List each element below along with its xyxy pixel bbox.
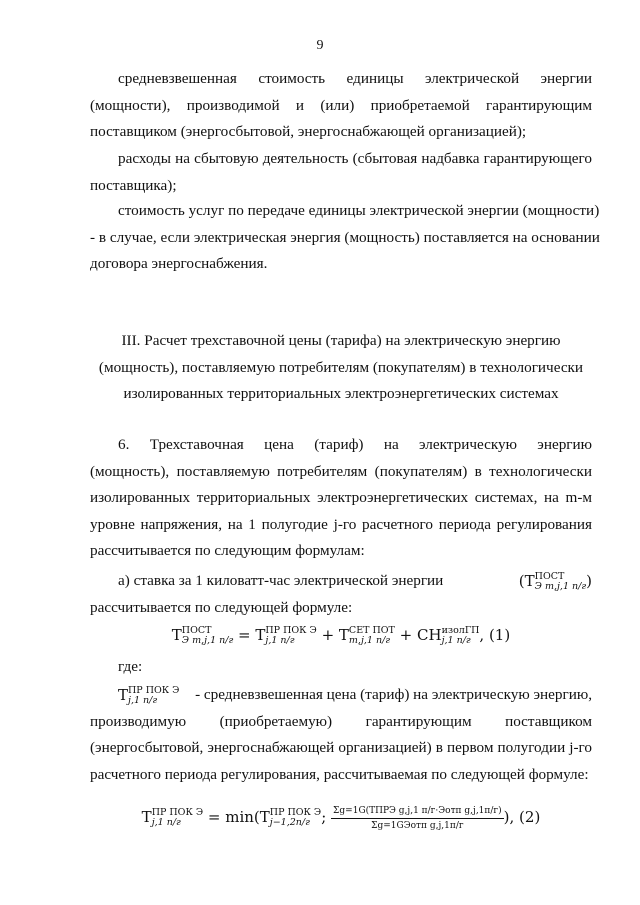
heading-line: (мощность), поставляемую потребителям (покупателям) в технологически [98,358,584,376]
text-line: средневзвешенная стоимость единицы электрической энергии [118,70,592,87]
fraction: $\frac{\text{Σg=1G(ТПРЭ g,j,1 п/г·Эотп g,j,1п/г)}}{\text{Σg=1GЭотп g,j,1п/г}}$ [333,805,502,831]
text-line: рассчитывается по следующей формуле: [90,598,353,616]
paragraph-6 [90,432,592,565]
text-line: рассчитывается по следующим формулам: [90,542,365,559]
text-line: поставщиком (энергосбытовой, энергоснабжающей организацией); [90,123,527,140]
text-line: уровне напряжения, на 1 полугодие j-го расчетного периода регулирования [90,515,592,533]
item-a-symbol: (Т ПОСТ Э m,j,1 п/г ) [518,571,592,592]
formula-1: Т ПОСТ Э m,j,1 п/г = Т ПР ПОК Э j,1 п/г + Т СЕТ ПОТ m,j,1 п/г + СН изолГП j,1 п/г , (1) [171,625,511,646]
text-line: договора энергоснабжения. [90,255,268,272]
text-line: расчетного периода регулирования, рассчитываемая по следующей формуле: [90,765,589,783]
heading-line: изолированных территориальных электроэнергетических системах [123,385,559,402]
definition-text: - средневзвешенная цена (тариф) на электрическую энергию, [195,686,592,703]
definition-symbol: Т ПР ПОК Э j,1 п/г [118,685,180,706]
paragraph-1 [90,66,592,146]
page-number: 9 [316,38,324,53]
paragraph-3 [90,198,600,278]
item-a [90,568,592,621]
formula-2: Т ПР ПОК Э j,1 п/г = min(Т ПР ПОК Э j−1,2п/г ; $\frac{\text{Σg=1G(ТПРЭ g,j,1 п/г·Эотп g,j,1п/г)}}{\text{Σg=1GЭотп g,j,1п/г}}$ ), (2) [141,805,541,831]
text-line: (энергосбытовой, энергоснабжающей организацией) в первом полугодии j-го [90,739,592,756]
where-label: где: [118,658,143,675]
section-heading [90,328,592,408]
text-line: 6. Трехставочная цена (тариф) на электрическую энергию [118,436,592,453]
heading-line: III. Расчет трехставочной цены (тарифа) на электрическую энергию [121,332,561,349]
text-line: поставщика); [90,176,177,194]
text-line: - в случае, если электрическая энергия (мощность) поставляется на основании [90,228,600,246]
text-line: (мощность), поставляемую потребителям (покупателям) в технологически [90,462,592,480]
text-line [90,568,592,595]
text-line: расходы на сбытовую деятельность (сбытовая надбавка гарантирующего [118,150,592,167]
item-a-text: а) ставка за 1 киловатт-час электрической энергии [118,572,444,589]
definition [90,682,592,788]
text-line [90,682,592,709]
text-line: изолированных территориальных электроэнергетических системах, на m-м [90,489,592,506]
paragraph-2 [90,146,592,199]
text-line: стоимость услуг по передаче единицы электрической энергии (мощности) [118,202,600,219]
text-line: (мощности), производимой и (или) приобретаемой гарантирующим [90,96,592,114]
text-line: производимую (приобретаемую) гарантирующим поставщиком [90,712,592,730]
